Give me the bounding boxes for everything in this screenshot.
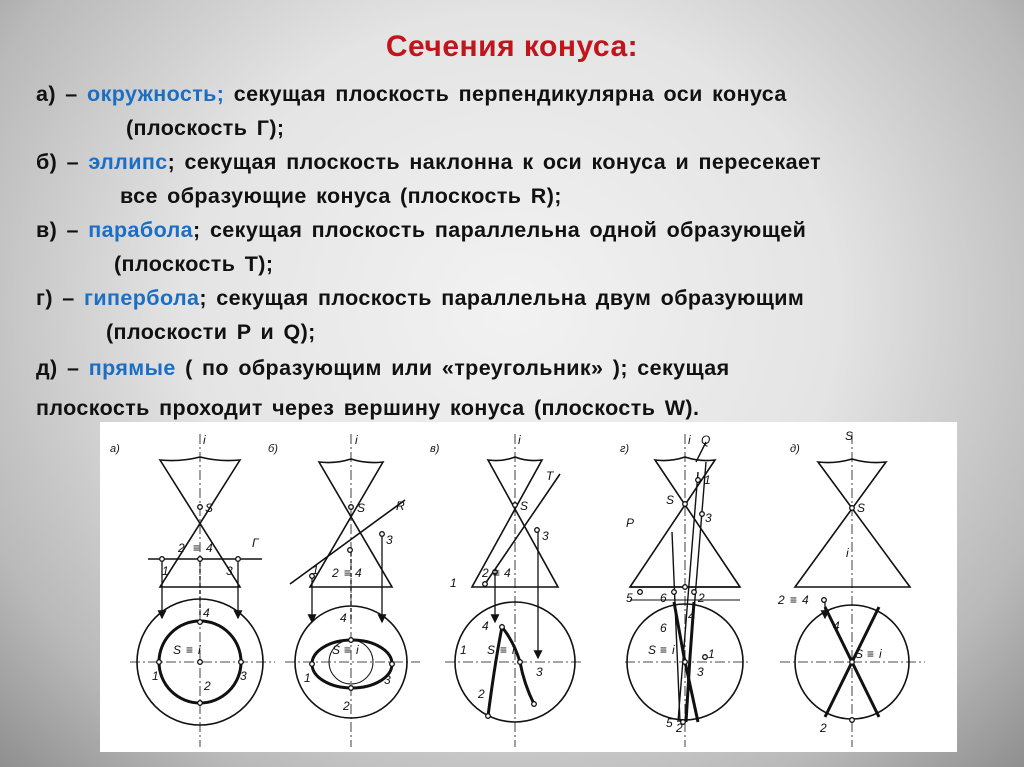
- label-4-top: 4: [340, 611, 347, 625]
- label-1-top: 1: [460, 643, 467, 657]
- panel-c-label: в): [430, 443, 440, 455]
- label-i-top: i: [879, 647, 882, 661]
- label-S-top: S: [332, 643, 341, 657]
- item-b-line1: б) – эллипс; секущая плоскость наклонна к оси конуса и пересекает: [36, 150, 822, 174]
- item-d-line1: д) – прямые ( по образующим или «треугольник» ); секущая: [36, 356, 730, 380]
- label-2-top: 2: [478, 687, 485, 701]
- label-eq-top: ≡: [867, 647, 875, 661]
- label-S-top: S: [855, 647, 864, 661]
- label-2-top: 2: [204, 679, 211, 693]
- label-3-top: 3: [240, 669, 247, 683]
- panel-d-label: г): [620, 443, 630, 455]
- label-4: 4: [355, 566, 362, 580]
- label-5: 5: [626, 591, 633, 605]
- label-1: 1: [162, 564, 169, 578]
- label-i: i: [355, 433, 358, 447]
- label-2-top: 2: [820, 721, 827, 735]
- label-2: 2: [332, 566, 339, 580]
- label-S-top: S: [487, 643, 496, 657]
- term-ellipse: эллипс: [88, 150, 168, 174]
- item-v-line2: (плоскость T);: [114, 252, 274, 276]
- panel-d: [620, 433, 750, 747]
- label-1: 1: [312, 563, 319, 577]
- label-2: 2: [698, 591, 705, 605]
- label-i: i: [203, 433, 206, 447]
- label-4-top: 4: [482, 619, 489, 633]
- label-3: 3: [226, 564, 233, 578]
- label-4: 4: [802, 593, 809, 607]
- label-3-top: 3: [384, 673, 391, 687]
- label-1-top: 1: [152, 669, 159, 683]
- label-S: S: [520, 499, 529, 513]
- item-v-line1: в) – парабола; секущая плоскость параллельна одной образующей: [36, 218, 807, 242]
- label-3-top: 3: [536, 665, 543, 679]
- label-S: S: [357, 501, 366, 515]
- panel-e-label: д): [790, 443, 800, 455]
- label-1-top: 1: [708, 647, 715, 661]
- label-i: i: [518, 433, 521, 447]
- panel-b-label: б): [268, 443, 278, 455]
- label-1: 1: [450, 576, 457, 590]
- label-3: 3: [386, 533, 393, 547]
- label-i-top: i: [672, 643, 675, 657]
- label-3-top: 3: [697, 665, 704, 679]
- label-G: Г: [252, 536, 259, 550]
- label-2-top: 2: [676, 721, 683, 735]
- slide-title: Сечения конуса:: [385, 30, 639, 63]
- panel-a-label: а): [110, 443, 120, 455]
- label-eq-top: ≡: [500, 643, 508, 657]
- label-T: T: [546, 469, 554, 483]
- term-circle: окружность;: [87, 82, 225, 106]
- label-i-top: i: [356, 643, 359, 657]
- label-1-top: 1: [304, 671, 311, 685]
- item-d-line2: плоскость проходит через вершину конуса (плоскость W).: [36, 396, 700, 420]
- term-parabola: парабола: [88, 218, 194, 242]
- label-4-top: 4: [833, 619, 840, 633]
- term-hyperbola: гипербола: [84, 286, 200, 310]
- item-a-line1: а) – окружность; секущая плоскость перпендикулярна оси конуса: [36, 82, 787, 106]
- label-S: S: [845, 429, 854, 443]
- label-i-top: i: [198, 643, 201, 657]
- label-i: i: [688, 433, 691, 447]
- label-4-top: 4: [203, 606, 210, 620]
- label-S-2: S: [857, 501, 866, 515]
- term-lines: прямые: [88, 356, 176, 380]
- label-2-top: 2: [343, 699, 350, 713]
- item-b-line2: все образующие конуса (плоскость R);: [120, 184, 562, 208]
- panel-a: [110, 433, 275, 747]
- label-S-top: S: [648, 643, 657, 657]
- label-eq-top: ≡: [186, 643, 194, 657]
- label-eq: ≡: [193, 541, 201, 555]
- label-eq: ≡: [493, 566, 501, 580]
- label-3: 3: [542, 529, 549, 543]
- cone-sections-figure: [100, 422, 957, 752]
- label-i: i: [846, 546, 849, 560]
- label-S: S: [205, 501, 214, 515]
- label-4: 4: [688, 609, 695, 623]
- label-Q: Q: [701, 433, 711, 447]
- item-g-line2: (плоскости P и Q);: [106, 320, 316, 344]
- panel-b: [268, 433, 420, 747]
- item-g-line1: г) – гипербола; секущая плоскость параллельна двум образующим: [36, 286, 805, 310]
- label-4: 4: [206, 541, 213, 555]
- label-S: S: [666, 493, 675, 507]
- label-2: 2: [778, 593, 785, 607]
- label-6-top: 6: [660, 621, 667, 635]
- label-eq: ≡: [790, 593, 798, 607]
- label-eq-top: ≡: [660, 643, 668, 657]
- label-5-top: 5: [666, 716, 673, 730]
- panel-c: [430, 433, 582, 747]
- label-R: R: [396, 499, 405, 513]
- label-3: 3: [705, 511, 712, 525]
- label-eq-top: ≡: [344, 643, 352, 657]
- label-eq: ≡: [344, 566, 352, 580]
- label-1: 1: [704, 473, 711, 487]
- item-a-line2: (плоскость Г);: [126, 116, 285, 140]
- panel-e: [777, 429, 925, 747]
- label-i-top: i: [512, 643, 515, 657]
- label-2: 2: [178, 541, 185, 555]
- label-6: 6: [660, 591, 667, 605]
- label-4: 4: [504, 566, 511, 580]
- label-2: 2: [482, 566, 489, 580]
- label-S-top: S: [173, 643, 182, 657]
- label-P: P: [626, 516, 635, 530]
